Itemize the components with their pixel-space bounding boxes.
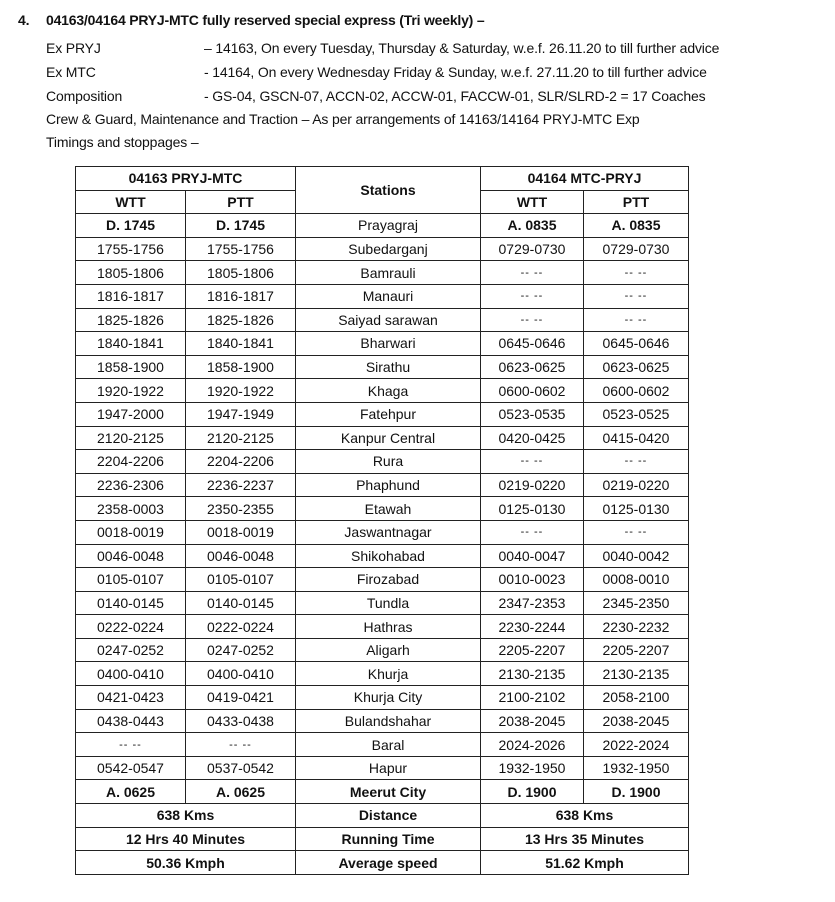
cell-left-ptt: 1840-1841 [186, 332, 296, 356]
table-row [76, 686, 689, 710]
cell-left-wtt: 2358-0003 [76, 497, 186, 521]
cell-right-wtt: 2130-2135 [481, 662, 584, 686]
cell-right-wtt: 0645-0646 [481, 332, 584, 356]
cell-left-wtt: 1920-1922 [76, 379, 186, 403]
cell-right-ptt: A. 0835 [584, 214, 689, 238]
cell-right-wtt: 0729-0730 [481, 237, 584, 261]
cell-left-wtt: 0421-0423 [76, 686, 186, 710]
cell-left-wtt: 0046-0048 [76, 544, 186, 568]
header-right-train: 04164 MTC-PRYJ [481, 167, 689, 191]
cell-right-wtt: 2024-2026 [481, 733, 584, 757]
cell-left-ptt: 1816-1817 [186, 284, 296, 308]
cell-right-ptt: 0523-0525 [584, 402, 689, 426]
cell-left-wtt: 1755-1756 [76, 237, 186, 261]
cell-left-wtt: 0140-0145 [76, 591, 186, 615]
info-label: Ex PRYJ [46, 40, 101, 56]
cell-left-ptt: 1920-1922 [186, 379, 296, 403]
info-ex-mtc [46, 64, 707, 80]
summary-label: Running Time [296, 827, 481, 851]
cell-right-ptt: 2230-2232 [584, 615, 689, 639]
cell-right-ptt: 2205-2207 [584, 638, 689, 662]
cell-left-ptt: 1755-1756 [186, 237, 296, 261]
cell-right-wtt: 0420-0425 [481, 426, 584, 450]
cell-right-wtt: 0125-0130 [481, 497, 584, 521]
cell-station: Kanpur Central [296, 426, 481, 450]
cell-left-wtt: 0247-0252 [76, 638, 186, 662]
cell-right-wtt: 0600-0602 [481, 379, 584, 403]
crew-line: Crew & Guard, Maintenance and Traction – As per arrangements of 14163/14164 PRYJ-MTC Exp [46, 111, 640, 127]
table-row [76, 756, 689, 780]
cell-right-wtt: -- -- [481, 284, 584, 308]
header-row-trains [76, 167, 689, 191]
cell-right-ptt: 2022-2024 [584, 733, 689, 757]
cell-left-wtt: 0222-0224 [76, 615, 186, 639]
info-value: - GS-04, GSCN-07, ACCN-02, ACCW-01, FACCW-01, SLR/SLRD-2 = 17 Coaches [204, 88, 706, 104]
cell-station: Hapur [296, 756, 481, 780]
section-title: 04163/04164 PRYJ-MTC fully reserved special express (Tri weekly) – [46, 12, 485, 28]
info-value: - 14164, On every Wednesday Friday & Sunday, w.e.f. 27.11.20 to till further advice [204, 64, 707, 80]
cell-left-ptt: -- -- [186, 733, 296, 757]
cell-right-ptt: D. 1900 [584, 780, 689, 804]
cell-right-wtt: 0623-0625 [481, 355, 584, 379]
cell-left-ptt: 0018-0019 [186, 520, 296, 544]
cell-left-ptt: 2350-2355 [186, 497, 296, 521]
cell-right-ptt: -- -- [584, 284, 689, 308]
table-row [76, 544, 689, 568]
header-left-wtt: WTT [76, 190, 186, 214]
table-row [76, 379, 689, 403]
cell-left-ptt: 2236-2237 [186, 473, 296, 497]
cell-left-ptt: 1825-1826 [186, 308, 296, 332]
cell-right-wtt: 0040-0047 [481, 544, 584, 568]
cell-station: Fatehpur [296, 402, 481, 426]
summary-label: Average speed [296, 851, 481, 875]
section-number: 4. [18, 12, 30, 28]
table-row [76, 520, 689, 544]
table-row [76, 473, 689, 497]
cell-right-ptt: 0415-0420 [584, 426, 689, 450]
cell-right-wtt: 1932-1950 [481, 756, 584, 780]
cell-right-wtt: 0010-0023 [481, 568, 584, 592]
cell-station: Bamrauli [296, 261, 481, 285]
cell-right-wtt: -- -- [481, 308, 584, 332]
cell-right-ptt: -- -- [584, 450, 689, 474]
timetable [75, 166, 689, 875]
table-row [76, 662, 689, 686]
cell-right-ptt: 0729-0730 [584, 237, 689, 261]
info-composition [46, 88, 705, 104]
header-left-ptt: PTT [186, 190, 296, 214]
cell-right-ptt: 2038-2045 [584, 709, 689, 733]
cell-left-ptt: A. 0625 [186, 780, 296, 804]
table-row [76, 450, 689, 474]
table-row [76, 261, 689, 285]
summary-right-value: 638 Kms [481, 804, 689, 828]
cell-left-wtt: 0105-0107 [76, 568, 186, 592]
timings-line: Timings and stoppages – [46, 134, 199, 150]
cell-station: Manauri [296, 284, 481, 308]
header-right-wtt: WTT [481, 190, 584, 214]
cell-right-ptt: -- -- [584, 308, 689, 332]
summary-left-value: 638 Kms [76, 804, 296, 828]
table-row [76, 497, 689, 521]
cell-station: Shikohabad [296, 544, 481, 568]
cell-station: Rura [296, 450, 481, 474]
cell-right-wtt: -- -- [481, 450, 584, 474]
table-row [76, 568, 689, 592]
cell-left-wtt: 1816-1817 [76, 284, 186, 308]
cell-station: Bharwari [296, 332, 481, 356]
header-right-ptt: PTT [584, 190, 689, 214]
cell-left-wtt: 2120-2125 [76, 426, 186, 450]
cell-station: Hathras [296, 615, 481, 639]
cell-station: Khurja City [296, 686, 481, 710]
cell-station: Sirathu [296, 355, 481, 379]
table-row [76, 308, 689, 332]
summary-left-value: 12 Hrs 40 Minutes [76, 827, 296, 851]
cell-right-ptt: 0040-0042 [584, 544, 689, 568]
table-row [76, 214, 689, 238]
header-left-train: 04163 PRYJ-MTC [76, 167, 296, 191]
cell-station: Khurja [296, 662, 481, 686]
section-heading [18, 12, 484, 28]
cell-right-ptt: 2058-2100 [584, 686, 689, 710]
cell-right-wtt: 2100-2102 [481, 686, 584, 710]
table-row [76, 780, 689, 804]
table-row [76, 332, 689, 356]
summary-right-value: 51.62 Kmph [481, 851, 689, 875]
summary-row [76, 851, 689, 875]
cell-right-wtt: 0219-0220 [481, 473, 584, 497]
cell-right-wtt: D. 1900 [481, 780, 584, 804]
summary-right-value: 13 Hrs 35 Minutes [481, 827, 689, 851]
table-row [76, 615, 689, 639]
cell-right-ptt: -- -- [584, 261, 689, 285]
cell-left-ptt: D. 1745 [186, 214, 296, 238]
info-label: Ex MTC [46, 64, 96, 80]
cell-left-wtt: 0400-0410 [76, 662, 186, 686]
cell-right-wtt: 2230-2244 [481, 615, 584, 639]
cell-station: Etawah [296, 497, 481, 521]
cell-right-ptt: 0125-0130 [584, 497, 689, 521]
cell-left-wtt: 0438-0443 [76, 709, 186, 733]
info-ex-pryj [46, 40, 719, 56]
cell-left-ptt: 0105-0107 [186, 568, 296, 592]
cell-right-wtt: 0523-0535 [481, 402, 584, 426]
summary-row [76, 827, 689, 851]
cell-left-wtt: A. 0625 [76, 780, 186, 804]
cell-right-ptt: 0600-0602 [584, 379, 689, 403]
info-value: – 14163, On every Tuesday, Thursday & Saturday, w.e.f. 26.11.20 to till further advice [204, 40, 720, 56]
cell-left-wtt: 1825-1826 [76, 308, 186, 332]
cell-station: Tundla [296, 591, 481, 615]
table-row [76, 638, 689, 662]
cell-right-ptt: 2130-2135 [584, 662, 689, 686]
cell-right-ptt: 0645-0646 [584, 332, 689, 356]
cell-left-ptt: 2120-2125 [186, 426, 296, 450]
table-row [76, 733, 689, 757]
cell-left-ptt: 0537-0542 [186, 756, 296, 780]
table-row [76, 355, 689, 379]
cell-right-ptt: 1932-1950 [584, 756, 689, 780]
cell-left-ptt: 0222-0224 [186, 615, 296, 639]
header-stations: Stations [296, 167, 481, 214]
cell-left-ptt: 0140-0145 [186, 591, 296, 615]
cell-left-wtt: 1840-1841 [76, 332, 186, 356]
cell-station: Bulandshahar [296, 709, 481, 733]
cell-right-wtt: -- -- [481, 261, 584, 285]
summary-label: Distance [296, 804, 481, 828]
cell-station: Meerut City [296, 780, 481, 804]
table-row [76, 284, 689, 308]
cell-station: Baral [296, 733, 481, 757]
cell-left-wtt: 0018-0019 [76, 520, 186, 544]
cell-left-ptt: 0400-0410 [186, 662, 296, 686]
cell-station: Prayagraj [296, 214, 481, 238]
cell-right-wtt: 2038-2045 [481, 709, 584, 733]
cell-left-ptt: 1947-1949 [186, 402, 296, 426]
summary-row [76, 804, 689, 828]
cell-station: Khaga [296, 379, 481, 403]
cell-station: Phaphund [296, 473, 481, 497]
cell-left-ptt: 1805-1806 [186, 261, 296, 285]
cell-left-wtt: 2236-2306 [76, 473, 186, 497]
cell-left-ptt: 2204-2206 [186, 450, 296, 474]
cell-left-ptt: 1858-1900 [186, 355, 296, 379]
cell-right-ptt: 2345-2350 [584, 591, 689, 615]
cell-left-ptt: 0433-0438 [186, 709, 296, 733]
cell-right-ptt: 0623-0625 [584, 355, 689, 379]
cell-left-wtt: D. 1745 [76, 214, 186, 238]
table-row [76, 426, 689, 450]
cell-left-ptt: 0419-0421 [186, 686, 296, 710]
cell-left-wtt: 1947-2000 [76, 402, 186, 426]
cell-right-wtt: 2347-2353 [481, 591, 584, 615]
table-row [76, 237, 689, 261]
cell-left-wtt: 2204-2206 [76, 450, 186, 474]
table-row [76, 709, 689, 733]
cell-left-wtt: 1805-1806 [76, 261, 186, 285]
cell-right-wtt: A. 0835 [481, 214, 584, 238]
info-label: Composition [46, 88, 123, 104]
cell-right-ptt: -- -- [584, 520, 689, 544]
table-row [76, 402, 689, 426]
table-row [76, 591, 689, 615]
cell-left-ptt: 0247-0252 [186, 638, 296, 662]
cell-right-ptt: 0008-0010 [584, 568, 689, 592]
cell-right-wtt: -- -- [481, 520, 584, 544]
cell-station: Aligarh [296, 638, 481, 662]
cell-station: Saiyad sarawan [296, 308, 481, 332]
cell-left-wtt: 1858-1900 [76, 355, 186, 379]
summary-left-value: 50.36 Kmph [76, 851, 296, 875]
cell-left-wtt: 0542-0547 [76, 756, 186, 780]
cell-right-wtt: 2205-2207 [481, 638, 584, 662]
cell-right-ptt: 0219-0220 [584, 473, 689, 497]
cell-station: Jaswantnagar [296, 520, 481, 544]
cell-left-wtt: -- -- [76, 733, 186, 757]
cell-left-ptt: 0046-0048 [186, 544, 296, 568]
cell-station: Firozabad [296, 568, 481, 592]
cell-station: Subedarganj [296, 237, 481, 261]
